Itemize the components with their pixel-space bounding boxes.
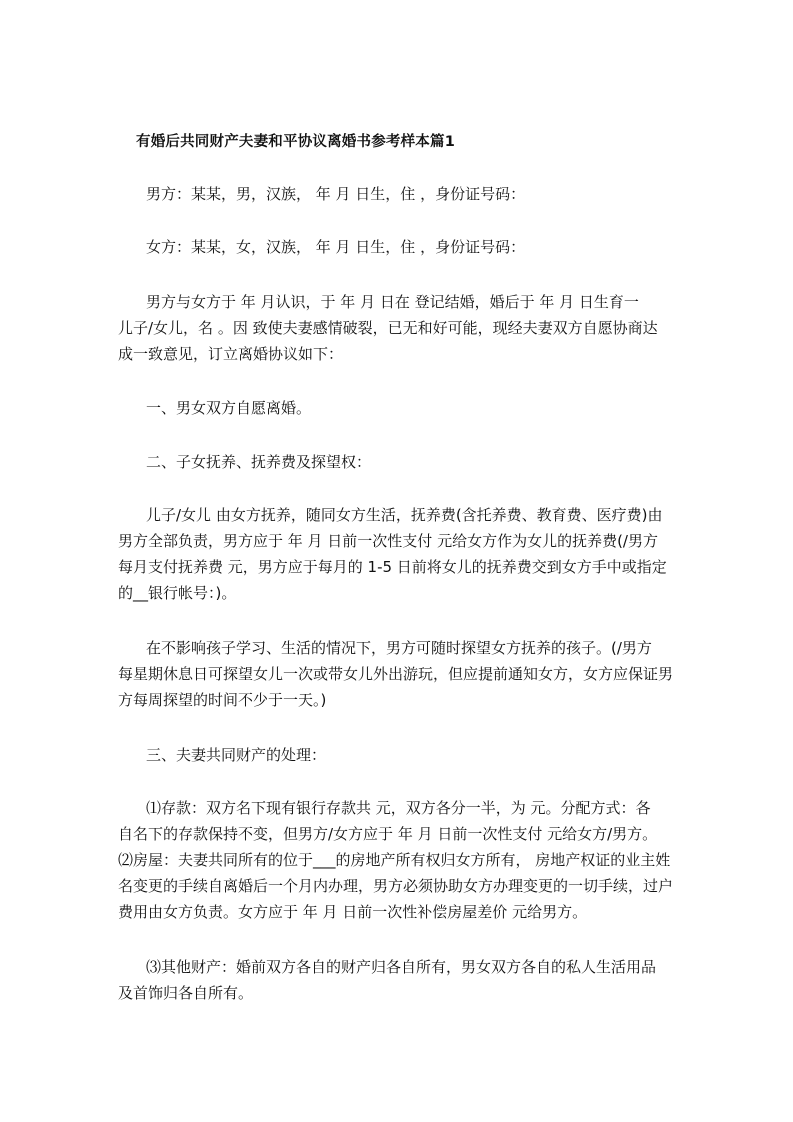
other-property-line-2: 及首饰归各自所有。 [118, 984, 254, 1002]
visitation-line-3: 方每周探望的时间不少于一天。) [118, 691, 327, 709]
custody-line-4: 的__银行帐号：)。 [118, 584, 237, 602]
custody-line-1: 儿子/女儿 由女方抚养，随同女方生活，抚养费(含托养费、教育费、医疗费)由 [146, 506, 663, 524]
property-line-4: 名变更的手续自离婚后一个月内办理，男方必须协助女方办理变更的一切手续，过户 [118, 877, 674, 895]
other-property-line-1: ⑶其他财产：婚前双方各自的财产归各自所有，男女双方各自的私人生活用品 [146, 958, 657, 976]
female-party-line: 女方：某某，女，汉族， 年 月 日生，住 ，身份证号码： [146, 238, 526, 256]
property-line-3: ⑵房屋：夫妻共同所有的位于___的房地产所有权归女方所有， 房地产权证的业主姓 [118, 851, 671, 869]
section-2-heading: 二、子女抚养、抚养费及探望权： [146, 453, 372, 471]
intro-line-2: 儿子/女儿，名 。因 致使夫妻感情破裂，已无和好可能，现经夫妻双方自愿协商达 [118, 319, 658, 337]
visitation-line-2: 每星期休息日可探望女儿一次或带女儿外出游玩，但应提前通知女方，女方应保证男 [118, 665, 674, 683]
document-title: 有婚后共同财产夫妻和平协议离婚书参考样本篇1 [136, 134, 455, 150]
intro-line-1: 男方与女方于 年 月认识，于 年 月 日在 登记结婚，婚后于 年 月 日生育一 [146, 293, 639, 311]
custody-line-3: 每月支付抚养费 元，男方应于每月的 1-5 日前将女儿的抚养费交到女方手中或指定 [118, 558, 667, 576]
intro-line-3: 成一致意见，订立离婚协议如下： [118, 345, 344, 363]
section-3-heading: 三、夫妻共同财产的处理： [146, 746, 327, 764]
visitation-line-1: 在不影响孩子学习、生活的情况下，男方可随时探望女方抚养的孩子。(/男方 [146, 639, 652, 657]
property-line-2: 自名下的存款保持不变，但男方/女方应于 年 月 日前一次性支付 元给女方/男方。 [118, 825, 658, 843]
section-1-heading: 一、男女双方自愿离婚。 [146, 399, 312, 417]
property-line-1: ⑴存款：双方名下现有银行存款共 元，双方各分一半，为 元。分配方式：各 [146, 799, 651, 817]
custody-line-2: 男方全部负责，男方应于 年 月 日前一次性支付 元给女方作为女儿的抚养费(/男方 [118, 532, 658, 550]
male-party-line: 男方：某某，男，汉族， 年 月 日生，住 ，身份证号码： [146, 185, 526, 203]
property-line-5: 费用由女方负责。女方应于 年 月 日前一次性补偿房屋差价 元给男方。 [118, 903, 588, 921]
